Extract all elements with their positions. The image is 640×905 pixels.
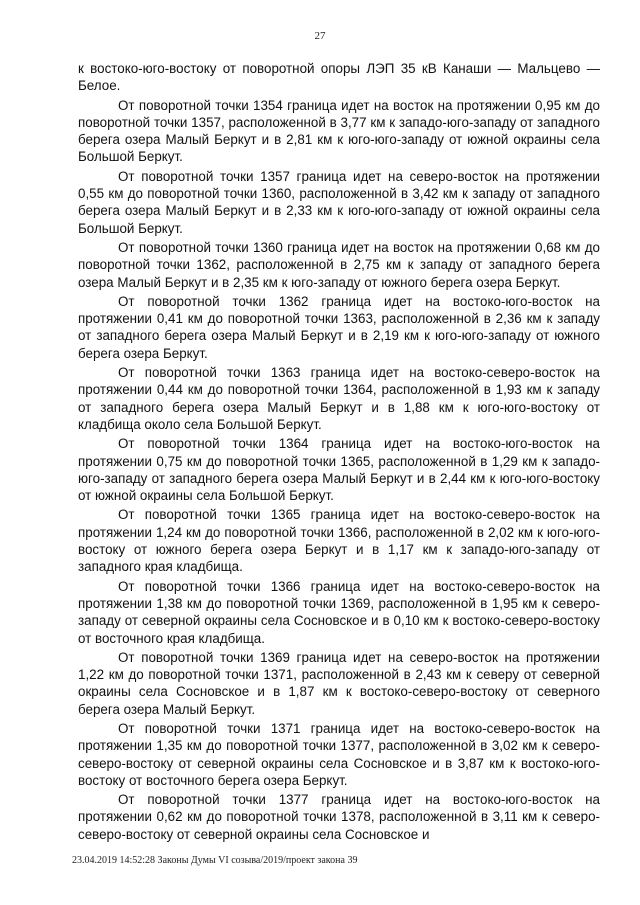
paragraph: От поворотной точки 1369 граница идет на северо-восток на протяжении 1,22 км до поворотной точки 1371, расположенной в 2,43 км к северу от северной окраины села Сосновское и в 1,87 км к востоко-северо-востоку от северного берега озера Малый Беркут.: [78, 649, 600, 717]
page-number: 27: [314, 30, 326, 42]
paragraph: От поворотной точки 1365 граница идет на востоко-северо-восток на протяжении 1,24 км до поворотной точки 1366, расположенной в 2,02 км к юго-юго-востоку от южного берега озера Беркут и в 1,17 км к западо-юго-западу от западного края кладбища.: [78, 507, 600, 575]
footer-note: 23.04.2019 14:52:28 Законы Думы VI созыва/2019/проект закона 39: [72, 855, 358, 866]
paragraph: От поворотной точки 1362 граница идет на востоко-юго-восток на протяжении 0,41 км до поворотной точки 1363, расположенной в 2,36 км к западу от западного берега озера Малый Беркут и в 2,19 км к юго-юго-западу от южного берега озера Беркут.: [78, 293, 600, 361]
paragraph: От поворотной точки 1354 граница идет на восток на протяжении 0,95 км до поворотной точки 1357, расположенной в 3,77 км к западо-юго-западу от западного берега озера Малый Беркут и в 2,81 км к юго-юго-западу от южной окраины села Большой Беркут.: [78, 97, 600, 165]
paragraph: к востоко-юго-востоку от поворотной опоры ЛЭП 35 кВ Канаши — Мальцево — Белое.: [78, 61, 600, 94]
paragraph: От поворотной точки 1371 граница идет на востоко-северо-восток на протяжении 1,35 км до поворотной точки 1377, расположенной в 3,02 км к северо-северо-востоку от северной окраины села Сосновское и в 3,87 км к востоко-юго-востоку от восточного берега озера Беркут.: [78, 720, 600, 788]
paragraph: От поворотной точки 1363 граница идет на востоко-северо-восток на протяжении 0,44 км до поворотной точки 1364, расположенной в 1,93 км к западу от западного берега озера Малый Беркут и в 1,88 км к юго-юго-востоку от кладбища около села Большой Беркут.: [78, 365, 600, 432]
paragraph: От поворотной точки 1357 граница идет на северо-восток на протяжении 0,55 км до поворотной точки 1360, расположенной в 3,42 км к западу от западного берега озера Малый Беркут и в 2,33 км к юго-юго-западу от южной окраины села Большой Беркут.: [78, 168, 600, 236]
paragraph: От поворотной точки 1364 граница идет на востоко-юго-восток на протяжении 0,75 км до поворотной точки 1365, расположенной в 1,29 км к западо-юго-западу от западного берега озера Малый Беркут и в 2,44 км к юго-юго-востоку от южной окраины села Большой Беркут.: [78, 436, 600, 504]
document-body: [78, 60, 600, 845]
paragraph: От поворотной точки 1360 граница идет на восток на протяжении 0,68 км до поворотной точки 1362, расположенной в 2,75 км к западу от западного берега озера Малый Беркут и в 2,35 км к юго-западу от южного берега озера Беркут.: [78, 239, 600, 290]
paragraph: От поворотной точки 1377 граница идет на востоко-юго-восток на протяжении 0,62 км до поворотной точки 1378, расположенной в 3,11 км к северо-северо-востоку от северной окраины села Сосновское и: [78, 792, 600, 842]
paragraph: От поворотной точки 1366 граница идет на востоко-северо-восток на протяжении 1,38 км до поворотной точки 1369, расположенной в 1,95 км к северо-западу от северной окраины села Сосновское и в 0,10 км к востоко-северо-востоку от восточного края кладбища.: [78, 578, 600, 646]
